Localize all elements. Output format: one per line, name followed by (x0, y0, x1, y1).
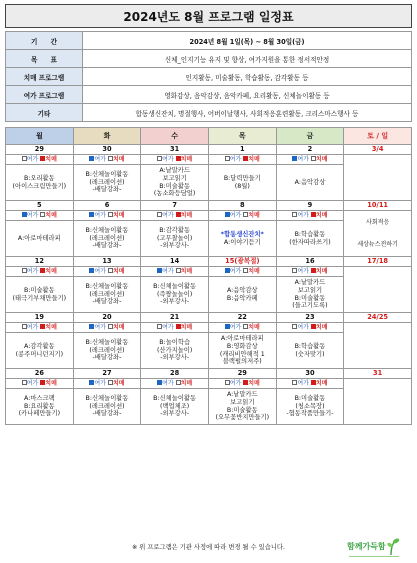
info-label: 여가 프로그램 (6, 86, 83, 104)
dementia-flag-label: 치매 (315, 211, 328, 219)
dementia-flag-label: 치매 (248, 267, 260, 275)
info-value: 2024년 8월 1일(목) ~ 8월 30일(금) (83, 32, 412, 50)
program-type-flags (208, 267, 276, 277)
info-label: 기 간 (6, 32, 83, 50)
date-cell: 16 (276, 257, 344, 267)
program-type-flags (208, 155, 276, 165)
date-cell: 1 (208, 145, 276, 155)
calendar-table (5, 127, 412, 425)
leisure-flag-label: 여가 (26, 323, 39, 331)
date-cell: 20 (73, 313, 141, 323)
program-type-flags (208, 211, 276, 221)
dementia-flag-label: 치매 (248, 323, 260, 331)
activity-cell: B:미술활동 (태극기부채만들기) (6, 277, 74, 313)
program-type-flags (208, 323, 276, 333)
leisure-flag-label: 여가 (94, 323, 107, 331)
leisure-flag-label: 여가 (162, 267, 174, 275)
date-row (6, 201, 412, 211)
weekend-date: 24/25 (344, 313, 412, 323)
info-row (6, 68, 412, 86)
dementia-flag-label: 치매 (112, 379, 125, 387)
page-title: 2024년도 8월 프로그램 일정표 (5, 4, 412, 28)
leisure-flag-label: 여가 (297, 379, 309, 387)
dementia-flag-label: 치매 (180, 155, 193, 163)
weekday-header-row (6, 128, 412, 145)
flag-row (6, 379, 412, 389)
weekday-header: 화 (73, 128, 141, 145)
dementia-flag-label: 치매 (248, 155, 260, 163)
activity-cell: B:학습활동 (한자따라쓰기) (276, 221, 344, 257)
weekend-header: 토 / 일 (344, 128, 412, 145)
leisure-flag-label: 여가 (26, 379, 39, 387)
leisure-flag-label: 여가 (162, 155, 174, 163)
date-cell: 29 (6, 145, 74, 155)
program-type-flags (6, 211, 74, 221)
dementia-flag-label: 치매 (45, 267, 57, 275)
program-type-flags (73, 379, 141, 389)
program-type-flags (73, 211, 141, 221)
dementia-flag-label: 치매 (180, 211, 193, 219)
date-cell: 30 (73, 145, 141, 155)
leisure-flag-label: 여가 (229, 323, 242, 331)
activity-cell: A:감각활동 (콩주머니던지기) (6, 333, 74, 369)
info-row (6, 86, 412, 104)
program-type-flags (276, 211, 344, 221)
activity-cell: B:미술활동 (청소목장) -협동작품만들기- (276, 389, 344, 425)
program-type-flags (141, 155, 209, 165)
activity-cell: A:낱말카드 보고읽기 B:미술활동 (들고기도록) (276, 277, 344, 313)
date-cell: 30 (276, 369, 344, 379)
leisure-flag-label: 여가 (26, 211, 39, 219)
program-type-flags (6, 267, 74, 277)
info-label: 치매 프로그램 (6, 68, 83, 86)
program-type-flags (276, 155, 344, 165)
logo-text: 함께가득함 (347, 542, 386, 551)
flag-row (6, 267, 412, 277)
dementia-flag-label: 치매 (315, 379, 328, 387)
weekday-header: 목 (208, 128, 276, 145)
date-cell: 14 (141, 257, 209, 267)
activity-cell: *합동생신잔치* A:이야기듣기 (208, 221, 276, 257)
program-type-flags (141, 323, 209, 333)
weekend-date: 17/18 (344, 257, 412, 267)
leisure-flag-label: 여가 (26, 155, 39, 163)
leisure-flag-label: 여가 (26, 267, 39, 275)
weekend-date: 31 (344, 369, 412, 379)
info-label: 기타 (6, 104, 83, 122)
date-cell: 15(광복절) (208, 257, 276, 267)
date-cell: 22 (208, 313, 276, 323)
weekday-header: 금 (276, 128, 344, 145)
dementia-flag-label: 치매 (112, 155, 125, 163)
date-cell: 2 (276, 145, 344, 155)
leisure-flag-label: 여가 (162, 211, 174, 219)
info-value: 영화감상, 음악감상, 음악카페, 요리활동, 신체놀이활동 등 (83, 86, 412, 104)
weekend-date: 10/11 (344, 201, 412, 211)
activity-cell: B:신체놀이활동 (즉짱놀놀이) -외부강사- (141, 277, 209, 313)
dementia-flag-label: 치매 (112, 211, 125, 219)
dementia-flag-label: 치매 (45, 211, 57, 219)
activity-cell: A:아로마테라피 B:영화감상 (캐리비안해적 1 블랙펄의저주) (208, 333, 276, 369)
dementia-flag-label: 치매 (180, 323, 193, 331)
activity-cell: B:신체놀이활동 (레크레이션) -배달강좌- (73, 165, 141, 201)
activity-cell: A:아로마테라피 (6, 221, 74, 257)
info-row (6, 50, 412, 68)
date-cell: 28 (141, 369, 209, 379)
date-row (6, 145, 412, 155)
weekend-activity (344, 323, 412, 369)
date-cell: 6 (73, 201, 141, 211)
dementia-flag-label: 치매 (315, 155, 328, 163)
leisure-flag-label: 여가 (297, 211, 309, 219)
leisure-flag-label: 여가 (94, 211, 107, 219)
date-cell: 31 (141, 145, 209, 155)
weekend-activity: 사회적응 세상뉴스전하기 (344, 211, 412, 257)
program-type-flags (208, 379, 276, 389)
weekday-header: 월 (6, 128, 74, 145)
activity-cell: A:음악감상 (276, 165, 344, 201)
leisure-flag-label: 여가 (297, 155, 309, 163)
date-cell: 8 (208, 201, 276, 211)
date-cell: 5 (6, 201, 74, 211)
dementia-flag-label: 치매 (112, 267, 125, 275)
activity-cell: A:마스크팩 B:요리활동 (카나페만들기) (6, 389, 74, 425)
leisure-flag-label: 여가 (229, 155, 242, 163)
activity-cell: B:학습활동 (숫자맞기) (276, 333, 344, 369)
date-cell: 26 (6, 369, 74, 379)
activity-cell: A:음악감상 B:음악카페 (208, 277, 276, 313)
program-type-flags (6, 155, 74, 165)
date-cell: 27 (73, 369, 141, 379)
program-type-flags (73, 267, 141, 277)
program-type-flags (73, 155, 141, 165)
activity-cell: B:감각활동 (고무찰놀이) -외부강사- (141, 221, 209, 257)
dementia-flag-label: 치매 (180, 379, 193, 387)
program-type-flags (6, 379, 74, 389)
weekend-date: 3/4 (344, 145, 412, 155)
program-type-flags (276, 267, 344, 277)
program-type-flags (141, 379, 209, 389)
birthday-party-label: *합동생신잔치* (220, 230, 264, 238)
info-label: 목 표 (6, 50, 83, 68)
date-row (6, 369, 412, 379)
date-cell: 9 (276, 201, 344, 211)
weekend-activity (344, 267, 412, 313)
dementia-flag-label: 치매 (180, 267, 193, 275)
leisure-flag-label: 여가 (162, 323, 174, 331)
program-type-flags (141, 267, 209, 277)
date-cell: 23 (276, 313, 344, 323)
dementia-flag-label: 치매 (112, 323, 125, 331)
program-type-flags (141, 211, 209, 221)
activity-cell: A:낱말카드 보고읽기 B:미술활동 (오무꽃반지만들기) (208, 389, 276, 425)
date-cell: 19 (6, 313, 74, 323)
activity-cell: B:신체놀이활동 (백업체조) -외부강사- (141, 389, 209, 425)
program-type-flags (276, 323, 344, 333)
date-cell: 12 (6, 257, 74, 267)
leisure-flag-label: 여가 (94, 379, 107, 387)
leisure-flag-label: 여가 (297, 323, 309, 331)
info-value: 인지활동, 미술활동, 학습활동, 감각활동 등 (83, 68, 412, 86)
leisure-flag-label: 여가 (297, 267, 309, 275)
program-type-flags (6, 323, 74, 333)
info-row (6, 104, 412, 122)
date-cell: 13 (73, 257, 141, 267)
info-table (5, 31, 412, 122)
program-type-flags (276, 379, 344, 389)
leisure-flag-label: 여가 (229, 211, 242, 219)
dementia-flag-label: 치매 (315, 323, 328, 331)
date-cell: 7 (141, 201, 209, 211)
leisure-flag-label: 여가 (229, 267, 242, 275)
date-cell: 21 (141, 313, 209, 323)
leisure-flag-label: 여가 (162, 379, 174, 387)
activity-cell: B:오리활동 (아이스크림만들기) (6, 165, 74, 201)
flag-row (6, 323, 412, 333)
dementia-flag-label: 치매 (45, 379, 57, 387)
weekend-activity (344, 155, 412, 201)
info-value: 합동생신잔치, 명절행사, 어버이날행사, 사회적응훈련활동, 크리스마스행사 등 (83, 104, 412, 122)
dementia-flag-label: 치매 (315, 267, 328, 275)
dementia-flag-label: 치매 (45, 155, 57, 163)
activity-cell: B:신체놀이활동 (레크레이션) -배달강좌- (73, 389, 141, 425)
date-cell: 29 (208, 369, 276, 379)
activity-cell: A:낱말카드 보고읽기 B:미술활동 (농소화등담얼) (141, 165, 209, 201)
leisure-flag-label: 여가 (229, 379, 242, 387)
info-row (6, 32, 412, 50)
activity-cell: B:놀이학습 (산가지놀이) -외부강사- (141, 333, 209, 369)
date-row (6, 313, 412, 323)
info-value: 신체_인지기능 유지 및 향상, 여가지원을 통한 정서적안정 (83, 50, 412, 68)
activity-cell: B:신체놀이활동 (레크레이션) -배달강좌- (73, 277, 141, 313)
leisure-flag-label: 여가 (94, 267, 107, 275)
organization-logo (347, 533, 401, 559)
activity-cell: B:신체놀이활동 (레크레이션) -배달강좌- (73, 221, 141, 257)
program-type-flags (73, 323, 141, 333)
activity-cell: B:신체놀이활동 (레크레이션) -배달강좌- (73, 333, 141, 369)
flag-row (6, 155, 412, 165)
flag-row (6, 211, 412, 221)
date-row (6, 257, 412, 267)
dementia-flag-label: 치매 (248, 211, 260, 219)
activity-cell: B:달력만들기 (8월) (208, 165, 276, 201)
leisure-flag-label: 여가 (94, 155, 107, 163)
weekend-activity (344, 379, 412, 425)
footer-note: ※ 위 프로그램은 기관 사정에 따라 변경 될 수 있습니다. (131, 543, 286, 551)
weekday-header: 수 (141, 128, 209, 145)
dementia-flag-label: 치매 (248, 379, 260, 387)
dementia-flag-label: 치매 (45, 323, 57, 331)
